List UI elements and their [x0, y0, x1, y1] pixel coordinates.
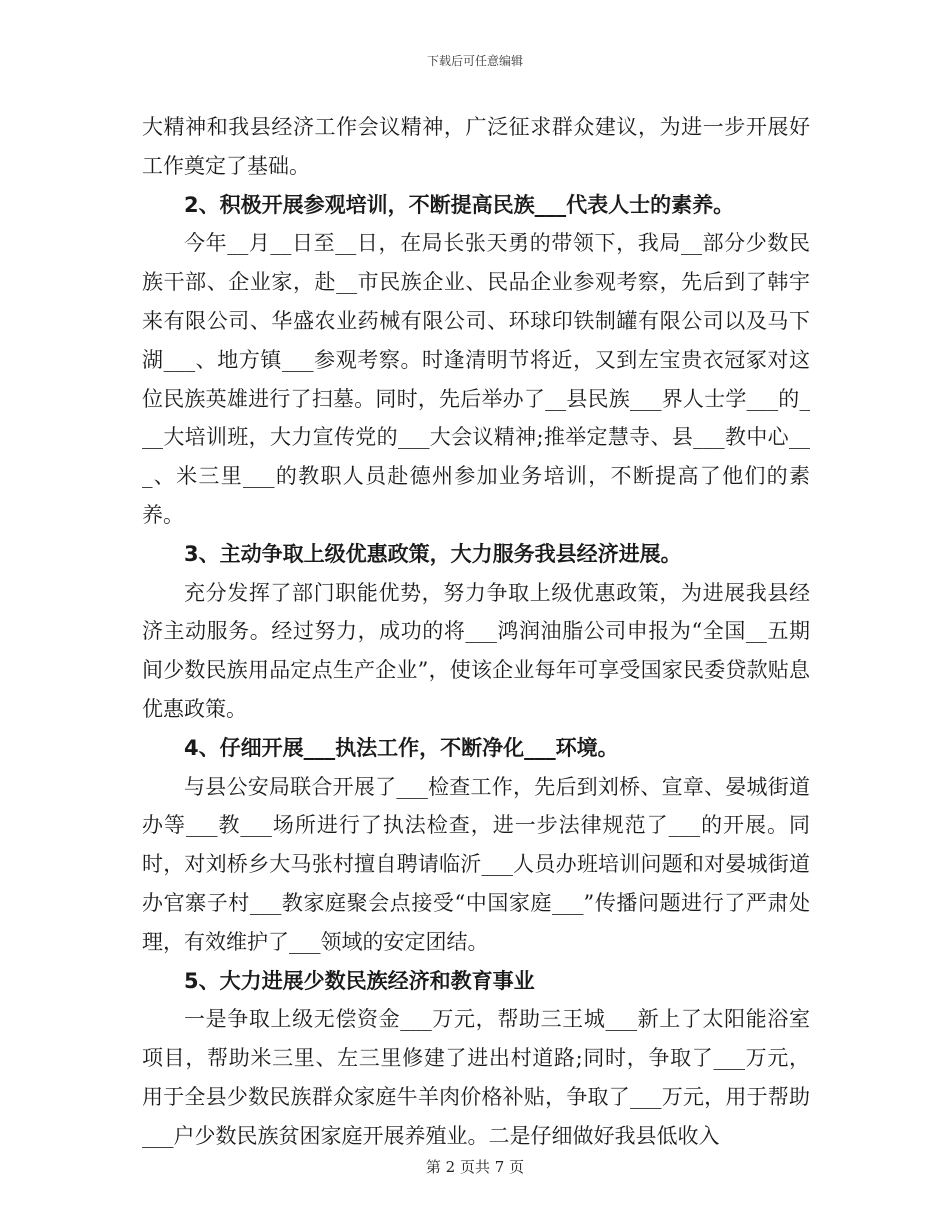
section-heading-5: 5、大力进展少数民族经济和教育事业	[184, 968, 535, 993]
page-header: 下载后可任意编辑	[426, 54, 523, 68]
paragraph-policy: 充分发挥了部门职能优势，努力争取上级优惠政策，为进展我县经济主动服务。经过努力，成功的将___鸿润油脂公司申报为“全国__五期间少数民族用品定点生产企业”，使该企业每年可享受国家民委贷款贴息优惠政策。	[142, 580, 810, 721]
paragraph-training: 今年__月__日至__日，在局长张天勇的带领下，我局__部分少数民族干部、企业家，赴__市民族企业、民品企业参观考察，先后到了韩宇来有限公司、华盛农业药械有限公司、环球印铁制罐有限公司以及马下湖___、地方镇___参观考察。时逢清明节将近，又到左宝贵衣冠冢对这位民族英雄进行了扫墓。同时，先后举办了__县民族___界人士学___的___大培训班，大力宣传党的___大会议精神;推举定慧寺、县___教中心___、米三里___的教职人员赴德州参加业务培训，不断提高了他们的素养。	[142, 231, 810, 527]
paragraph-enforcement: 与县公安局联合开展了___检查工作，先后到刘桥、宣章、晏城街道办等___教___场所进行了执法检查，进一步法律规范了___的开展。同时，对刘桥乡大马张村擅自聘请临沂___人员办班培训问题和对晏城街道办官寨子村___教家庭聚会点接受“中国家庭___”传播问题进行了严肃处理，有效维护了___领域的安定团结。	[142, 774, 810, 954]
section-heading-2: 2、积极开展参观培训，不断提高民族___代表人士的素养。	[184, 192, 735, 217]
paragraph-intro: 大精神和我县经济工作会议精神，广泛征求群众建议，为进一步开展好工作奠定了基础。	[142, 115, 810, 178]
page-footer: 第 2 页共 7 页	[425, 1158, 525, 1176]
section-heading-4: 4、仔细开展___执法工作，不断净化___环境。	[184, 735, 619, 760]
document-body	[142, 108, 810, 1156]
paragraph-economy: 一是争取上级无偿资金___万元，帮助三王城___新上了太阳能浴室项目，帮助米三里、左三里修建了进出村道路;同时，争取了___万元，用于全县少数民族群众家庭牛羊肉价格补贴，争取了___万元，用于帮助___户少数民族贫困家庭开展养殖业。二是仔细做好我县低收入	[142, 1007, 810, 1148]
section-heading-3: 3、主动争取上级优惠政策，大力服务我县经济进展。	[184, 541, 682, 566]
